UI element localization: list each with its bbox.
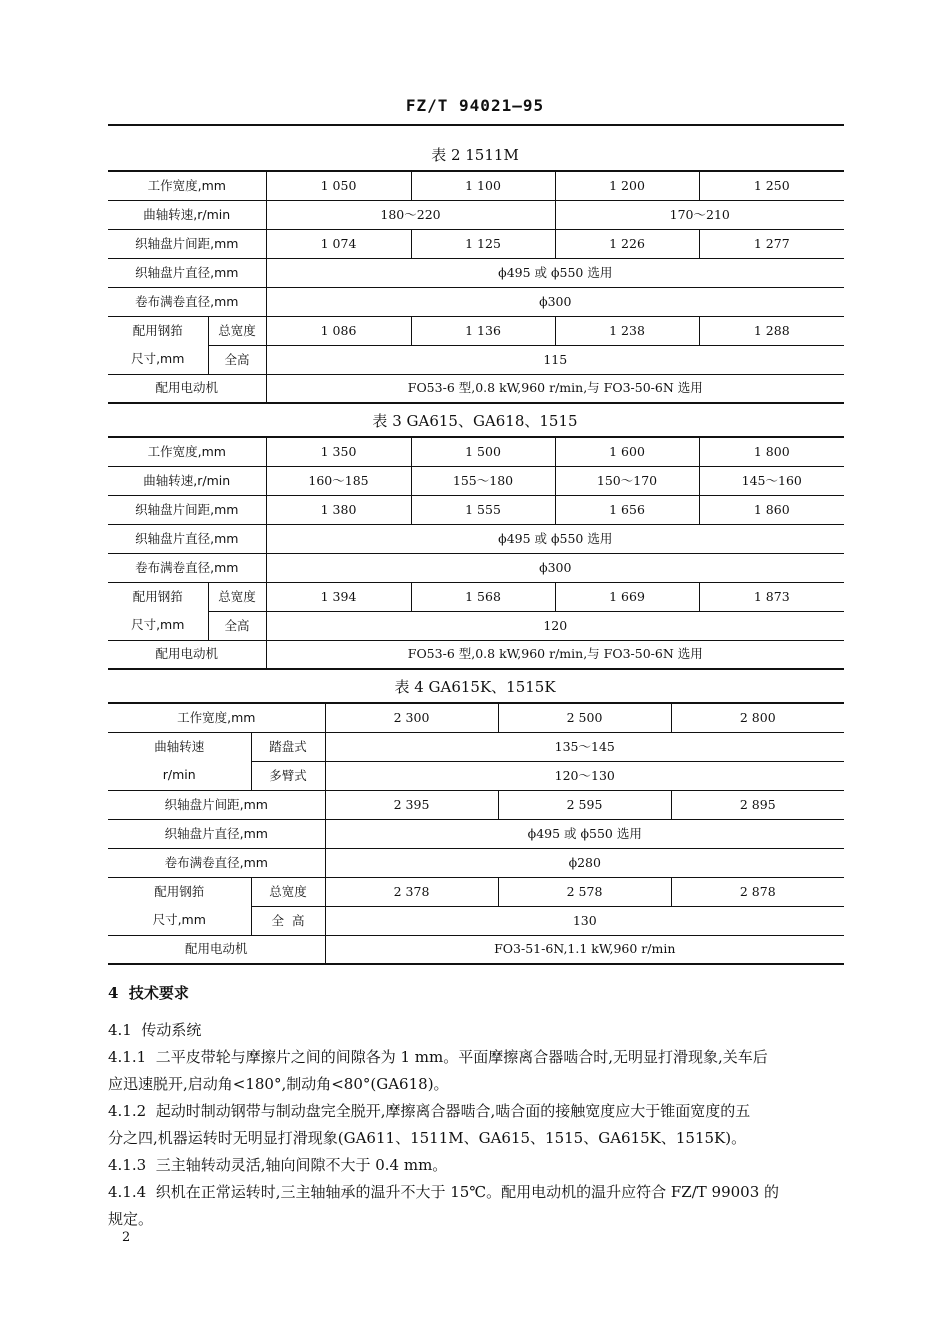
table-cell: 1 800 (699, 437, 844, 466)
table-cell: 织轴盘片间距,mm (108, 495, 266, 524)
paragraph-line: 应迅速脱开,启动角<180°,制动角<80°(GA618)。 (108, 1075, 449, 1093)
table3 (108, 436, 844, 670)
table-cell: 2 395 (325, 790, 498, 819)
table-cell: 工作宽度,mm (108, 437, 266, 466)
table-row (108, 582, 844, 611)
table-cell (108, 582, 208, 640)
reed-label-unit: 尺寸,mm (131, 617, 185, 632)
table-cell: 120 (266, 611, 844, 640)
table-cell: 织轴盘片直径,mm (108, 258, 266, 287)
table-row (108, 819, 844, 848)
table-cell: 1 350 (266, 437, 411, 466)
table-row (108, 171, 844, 200)
table-row (108, 732, 844, 761)
table2-caption: 表 2 1511M (431, 146, 519, 164)
table-cell: 180～220 (266, 200, 555, 229)
table-cell: 织轴盘片直径,mm (108, 524, 266, 553)
paragraph-line: 4.1.3 三主轴转动灵活,轴向间隙不大于 0.4 mm。 (108, 1156, 448, 1174)
table-row (108, 640, 844, 669)
table-cell (108, 877, 251, 935)
table-cell: 160～185 (266, 466, 411, 495)
table-cell: 多臂式 (251, 761, 325, 790)
table-row (108, 316, 844, 345)
table-cell: 1 277 (699, 229, 844, 258)
table-cell: ϕ495 或 ϕ550 选用 (266, 524, 844, 553)
table-cell: 1 600 (555, 437, 699, 466)
table-cell: 2 578 (498, 877, 671, 906)
table-row (108, 229, 844, 258)
table-cell: 1 136 (411, 316, 555, 345)
table-row (108, 935, 844, 964)
table-cell: 145～160 (699, 466, 844, 495)
table-cell: 1 500 (411, 437, 555, 466)
table-row (108, 848, 844, 877)
table-cell: ϕ300 (266, 287, 844, 316)
table-row (108, 495, 844, 524)
table-row (108, 524, 844, 553)
paragraph-line: 分之四,机器运转时无明显打滑现象(GA611、1511M、GA615、1515、GA615K、1515K)。 (108, 1129, 747, 1147)
page-number: 2 (122, 1230, 131, 1245)
table4-caption: 表 4 GA615K、1515K (394, 678, 556, 696)
table-cell: 1 656 (555, 495, 699, 524)
table-cell: 1 086 (266, 316, 411, 345)
table-cell: 卷布满卷直径,mm (108, 553, 266, 582)
table-cell: 卷布满卷直径,mm (108, 287, 266, 316)
table-cell: ϕ495 或 ϕ550 选用 (266, 258, 844, 287)
table-cell: 曲轴转速,r/min (108, 200, 266, 229)
table-cell: 1 288 (699, 316, 844, 345)
table-cell: 1 200 (555, 171, 699, 200)
table-cell: 2 800 (671, 703, 844, 732)
table-cell: FO53-6 型,0.8 kW,960 r/min,与 FO3-50-6N 选用 (266, 374, 844, 403)
paragraph-line: 4.1.2 起动时制动钢带与制动盘完全脱开,摩擦离合器啮合,啮合面的接触宽度应大于锥面宽度的五 (108, 1102, 751, 1120)
table-row (108, 611, 844, 640)
table-cell: 全高 (208, 611, 266, 640)
table-row (108, 553, 844, 582)
table-row (108, 258, 844, 287)
crank-speed-unit: r/min (162, 767, 196, 782)
table-cell: 120～130 (325, 761, 844, 790)
crank-speed-label: 曲轴转速 (154, 739, 205, 754)
table-cell (108, 316, 208, 374)
table4 (108, 702, 844, 965)
table-cell: 配用电动机 (108, 374, 266, 403)
paragraph-line: 规定。 (108, 1210, 154, 1228)
table-cell: 工作宽度,mm (108, 171, 266, 200)
table-cell: 织轴盘片直径,mm (108, 819, 325, 848)
table-cell: 150～170 (555, 466, 699, 495)
table-cell: 155～180 (411, 466, 555, 495)
table-cell: 1 555 (411, 495, 555, 524)
table-cell: ϕ280 (325, 848, 844, 877)
table-cell: 总宽度 (208, 582, 266, 611)
table-cell: 1 050 (266, 171, 411, 200)
section-technical-requirements (108, 980, 848, 1233)
document-code: FZ/T 94021—95 (405, 96, 545, 115)
table-row (108, 374, 844, 403)
table-cell: 1 873 (699, 582, 844, 611)
table-cell: 配用电动机 (108, 935, 325, 964)
table-cell: 1 125 (411, 229, 555, 258)
table-cell: 总宽度 (208, 316, 266, 345)
table-cell: 2 595 (498, 790, 671, 819)
table-cell: 1 100 (411, 171, 555, 200)
table-cell: 总宽度 (251, 877, 325, 906)
table-cell: 踏盘式 (251, 732, 325, 761)
table-cell: ϕ495 或 ϕ550 选用 (325, 819, 844, 848)
table-cell: 全高 (208, 345, 266, 374)
table-cell: 2 300 (325, 703, 498, 732)
reed-label-unit: 尺寸,mm (152, 912, 206, 927)
table-cell: 卷布满卷直径,mm (108, 848, 325, 877)
table2 (108, 170, 844, 404)
table-row (108, 466, 844, 495)
table-cell: 织轴盘片间距,mm (108, 229, 266, 258)
table-cell: FO3-51-6N,1.1 kW,960 r/min (325, 935, 844, 964)
table-cell: 2 878 (671, 877, 844, 906)
table-cell: 2 500 (498, 703, 671, 732)
table-cell: 织轴盘片间距,mm (108, 790, 325, 819)
table-cell: ϕ300 (266, 553, 844, 582)
table-row (108, 703, 844, 732)
table-cell: FO53-6 型,0.8 kW,960 r/min,与 FO3-50-6N 选用 (266, 640, 844, 669)
table-cell: 1 860 (699, 495, 844, 524)
table-cell: 130 (325, 906, 844, 935)
header-rule (108, 124, 844, 126)
reed-label: 配用钢筘 (132, 589, 183, 604)
table-cell: 配用电动机 (108, 640, 266, 669)
paragraph-line: 4.1.4 织机在正常运转时,三主轴轴承的温升不大于 15℃。配用电动机的温升应符合 FZ/T 99003 的 (108, 1183, 780, 1201)
table-cell: 2 378 (325, 877, 498, 906)
subsection-title: 4.1 传动系统 (108, 1021, 202, 1039)
table-cell: 1 394 (266, 582, 411, 611)
table-cell: 工作宽度,mm (108, 703, 325, 732)
table-row (108, 790, 844, 819)
table-cell: 1 568 (411, 582, 555, 611)
paragraph-line: 4.1.1 二平皮带轮与摩擦片之间的间隙各为 1 mm。平面摩擦离合器啮合时,无明显打滑现象,关车后 (108, 1048, 768, 1066)
table-row (108, 345, 844, 374)
table-row (108, 437, 844, 466)
table-cell: 全 高 (251, 906, 325, 935)
table-cell: 1 669 (555, 582, 699, 611)
table-row (108, 200, 844, 229)
table-cell: 135～145 (325, 732, 844, 761)
table-cell: 1 238 (555, 316, 699, 345)
table-cell: 1 380 (266, 495, 411, 524)
table-cell: 曲轴转速,r/min (108, 466, 266, 495)
section-title: 4 技术要求 (108, 984, 189, 1002)
table-cell: 1 074 (266, 229, 411, 258)
table-row (108, 877, 844, 906)
table-row (108, 287, 844, 316)
table-cell: 1 250 (699, 171, 844, 200)
reed-label: 配用钢筘 (154, 884, 205, 899)
table3-caption: 表 3 GA615、GA618、1515 (372, 412, 578, 430)
table-cell (108, 732, 251, 790)
reed-label-unit: 尺寸,mm (131, 351, 185, 366)
table-cell: 2 895 (671, 790, 844, 819)
table-cell: 1 226 (555, 229, 699, 258)
table-cell: 115 (266, 345, 844, 374)
table-cell: 170～210 (555, 200, 844, 229)
reed-label: 配用钢筘 (132, 323, 183, 338)
